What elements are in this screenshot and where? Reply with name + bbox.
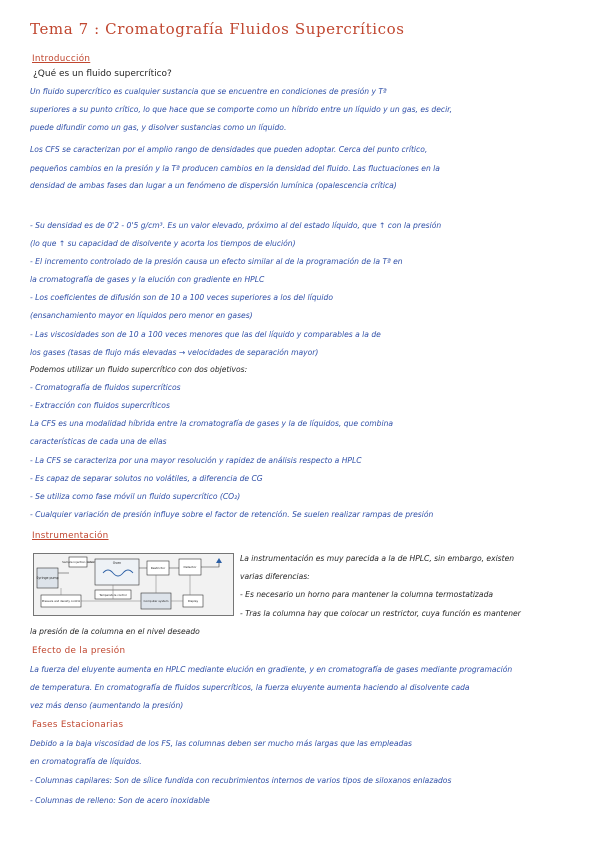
- sfc-instrument-diagram: [33, 553, 234, 616]
- bullet-line: - Cualquier variación de presión influye sobre el factor de retención. Se suelen realizar rampas de presión: [30, 510, 434, 519]
- diagram-label: Oven: [112, 561, 122, 565]
- text-line: la presión de la columna en el nivel deseado: [30, 627, 200, 636]
- bullet-line: la cromatografía de gases y la elución con gradiente en HPLC: [30, 275, 265, 284]
- text-line: La fuerza del eluyente aumenta en HPLC mediante elución en gradiente, y en cromatografía de gases mediante programación: [30, 665, 513, 674]
- bullet-line: - Se utiliza como fase móvil un fluido supercrítico (CO₂): [30, 492, 241, 501]
- text-line: de temperatura. En cromatografía de fluidos supercríticos, la fuerza eluyente aumenta haciendo al disolvente cada: [30, 683, 470, 692]
- text-line: Debido a la baja viscosidad de los FS, las columnas deben ser mucho más largas que las empleadas: [30, 739, 412, 748]
- diagram-label: Computer system: [143, 599, 169, 603]
- diagram-label: Syringe pump: [36, 576, 59, 580]
- text-line: La CFS es una modalidad híbrida entre la cromatografía de gases y la de líquidos, que combina: [30, 419, 394, 428]
- text-line: Podemos utilizar un fluido supercrítico con dos objetivos:: [30, 365, 248, 374]
- bullet-line: - Es capaz de separar solutos no volátiles, a diferencia de CG: [30, 474, 263, 483]
- bullet-line: - Los coeficientes de difusión son de 10 a 100 veces superiores a los del líquido: [30, 293, 333, 302]
- bullet-line: (lo que ↑ su capacidad de disolvente y acorta los tiempos de elución): [30, 239, 296, 248]
- text-line: La instrumentación es muy parecida a la de HPLC, sin embargo, existen: [240, 554, 515, 563]
- text-line: - Tras la columna hay que colocar un restrictor, cuya función es mantener: [240, 609, 521, 618]
- bullet-line: los gases (tasas de flujo más elevadas → velocidades de separación mayor): [30, 348, 319, 357]
- text-line: pequeños cambios en la presión y la Tª producen cambios en la densidad del fluido. Las fluctuaciones en la: [30, 164, 440, 173]
- text-line: puede difundir como un gas, y disolver sustancias como un líquido.: [30, 123, 287, 132]
- bullet-line: - Extracción con fluidos supercríticos: [30, 401, 170, 410]
- heading-introduccion: Introducción: [32, 54, 91, 64]
- text-line: - Es necesario un horno para mantener la columna termostatizada: [240, 590, 494, 599]
- diagram-label: Sample injection valve: [62, 560, 94, 564]
- text-line: Los CFS se caracterizan por el amplio rango de densidades que pueden adoptar. Cerca del punto crítico,: [30, 145, 428, 154]
- heading-efecto-presion: Efecto de la presión: [32, 646, 126, 656]
- diagram-label: Display: [187, 599, 199, 603]
- diagram-label: Temperature control: [99, 593, 127, 597]
- bullet-line: - Columnas capilares: Son de sílice fundida con recubrimientos internos de varios tipos de siloxanos enlazados: [30, 776, 452, 785]
- bullet-line: - Las viscosidades son de 10 a 100 veces menores que las del líquido y comparables a la de: [30, 330, 381, 339]
- bullet-line: - La CFS se caracteriza por una mayor resolución y rapidez de análisis respecto a HPLC: [30, 456, 362, 465]
- text-line: en cromatografía de líquidos.: [30, 757, 142, 766]
- heading-instrumentacion: Instrumentación: [32, 531, 109, 541]
- text-line: densidad de ambas fases dan lugar a un fenómeno de dispersión lumínica (opalescencia crítica): [30, 181, 397, 190]
- heading-fases-estacionarias: Fases Estacionarias: [32, 720, 124, 730]
- text-line: características de cada una de ellas: [30, 437, 167, 446]
- bullet-line: - Columnas de relleno: Son de acero inoxidable: [30, 796, 210, 805]
- bullet-line: - Cromatografía de fluidos supercríticos: [30, 383, 181, 392]
- question-line: ¿Qué es un fluido supercrítico?: [33, 69, 172, 79]
- text-line: varias diferencias:: [240, 572, 310, 581]
- bullet-line: (ensanchamiento mayor en líquidos pero menor en gases): [30, 311, 253, 320]
- text-line: vez más denso (aumentando la presión): [30, 701, 184, 710]
- text-line: Un fluido supercrítico es cualquier sustancia que se encuentre en condiciones de presión y Tª: [30, 87, 387, 96]
- diagram-label: Detector: [183, 565, 197, 569]
- text-line: superiores a su punto crítico, lo que hace que se comporte como un híbrido entre un líquido y un gas, es decir,: [30, 105, 453, 114]
- diagram-label: Pressure and density control: [41, 599, 81, 603]
- bullet-line: - Su densidad es de 0'2 - 0'5 g/cm³. Es un valor elevado, próximo al del estado líquido, que ↑ con la presión: [30, 221, 442, 230]
- bullet-line: - El incremento controlado de la presión causa un efecto similar al de la programación de la Tª en: [30, 257, 403, 266]
- diagram-label: Restrictor: [150, 566, 166, 570]
- page-title: Tema 7 : Cromatografía Fluidos Supercríticos: [30, 20, 405, 38]
